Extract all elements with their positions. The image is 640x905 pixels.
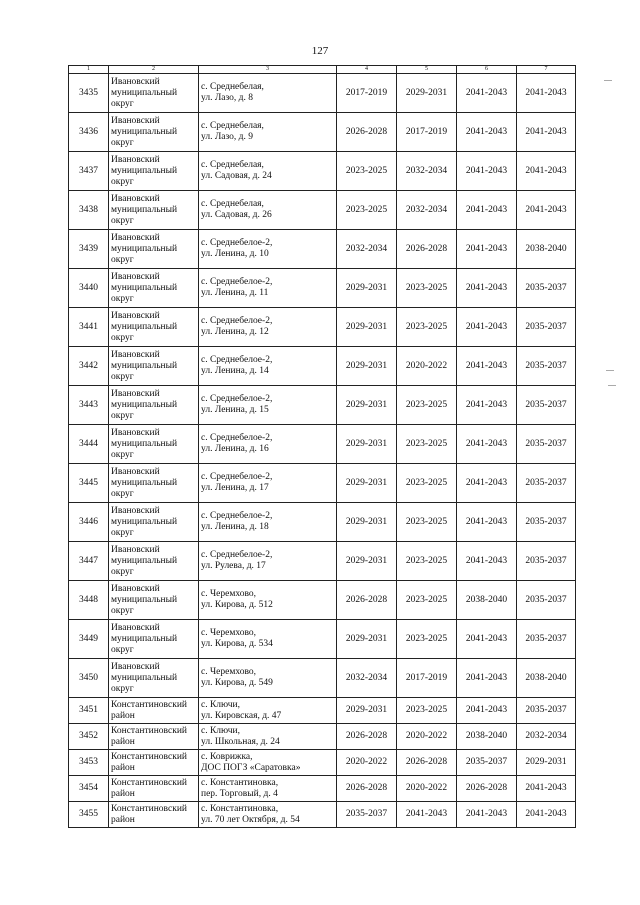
table-row <box>69 308 576 347</box>
municipality-cell: Константиновский район <box>109 698 199 724</box>
period-col7-cell: 2041-2043 <box>517 776 576 802</box>
period-col7-cell: 2035-2037 <box>517 581 576 620</box>
period-col6-cell: 2041-2043 <box>457 542 517 581</box>
period-col5-cell: 2017-2019 <box>397 113 457 152</box>
table-row <box>69 464 576 503</box>
period-col4-cell: 2026-2028 <box>337 113 397 152</box>
column-number: 1 <box>69 66 109 74</box>
address-cell: с. Среднебелое-2, ул. Ленина, д. 15 <box>199 386 337 425</box>
period-col7-cell: 2041-2043 <box>517 191 576 230</box>
address-cell: с. Черемхово, ул. Кирова, д. 512 <box>199 581 337 620</box>
address-cell: с. Среднебелая, ул. Лазо, д. 8 <box>199 74 337 113</box>
period-col5-cell: 2023-2025 <box>397 308 457 347</box>
period-col4-cell: 2029-2031 <box>337 425 397 464</box>
row-number: 3442 <box>69 347 109 386</box>
address-cell: с. Ключи, ул. Кировская, д. 47 <box>199 698 337 724</box>
period-col6-cell: 2026-2028 <box>457 776 517 802</box>
table-row <box>69 347 576 386</box>
period-col4-cell: 2029-2031 <box>337 698 397 724</box>
municipality-cell: Ивановский муниципальный округ <box>109 74 199 113</box>
table-row <box>69 750 576 776</box>
municipality-cell: Константиновский район <box>109 802 199 828</box>
period-col4-cell: 2026-2028 <box>337 724 397 750</box>
page-number: 127 <box>311 45 329 57</box>
period-col4-cell: 2020-2022 <box>337 750 397 776</box>
row-number: 3452 <box>69 724 109 750</box>
row-number: 3439 <box>69 230 109 269</box>
period-col6-cell: 2041-2043 <box>457 659 517 698</box>
address-cell: с. Среднебелое-2, ул. Ленина, д. 10 <box>199 230 337 269</box>
row-number: 3446 <box>69 503 109 542</box>
municipality-cell: Ивановский муниципальный округ <box>109 659 199 698</box>
row-number: 3453 <box>69 750 109 776</box>
row-number: 3437 <box>69 152 109 191</box>
table-row <box>69 113 576 152</box>
municipality-cell: Ивановский муниципальный округ <box>109 425 199 464</box>
period-col5-cell: 2023-2025 <box>397 698 457 724</box>
municipality-cell: Ивановский муниципальный округ <box>109 464 199 503</box>
table-row <box>69 503 576 542</box>
period-col7-cell: 2041-2043 <box>517 802 576 828</box>
municipality-cell: Ивановский муниципальный округ <box>109 503 199 542</box>
address-cell: с. Среднебелое-2, ул. Ленина, д. 12 <box>199 308 337 347</box>
period-col4-cell: 2029-2031 <box>337 308 397 347</box>
period-col4-cell: 2029-2031 <box>337 347 397 386</box>
period-col7-cell: 2035-2037 <box>517 269 576 308</box>
municipality-cell: Ивановский муниципальный округ <box>109 113 199 152</box>
municipality-cell: Ивановский муниципальный округ <box>109 191 199 230</box>
municipality-cell: Ивановский муниципальный округ <box>109 386 199 425</box>
address-cell: с. Константиновка, пер. Торговый, д. 4 <box>199 776 337 802</box>
column-number: 2 <box>109 66 199 74</box>
municipality-cell: Ивановский муниципальный округ <box>109 581 199 620</box>
period-col7-cell: 2041-2043 <box>517 152 576 191</box>
period-col4-cell: 2023-2025 <box>337 191 397 230</box>
period-col6-cell: 2038-2040 <box>457 581 517 620</box>
period-col4-cell: 2029-2031 <box>337 503 397 542</box>
period-col7-cell: 2038-2040 <box>517 230 576 269</box>
row-number: 3443 <box>69 386 109 425</box>
period-col4-cell: 2017-2019 <box>337 74 397 113</box>
period-col7-cell: 2035-2037 <box>517 503 576 542</box>
period-col6-cell: 2038-2040 <box>457 724 517 750</box>
column-number: 7 <box>517 66 576 74</box>
period-col5-cell: 2023-2025 <box>397 425 457 464</box>
row-number: 3447 <box>69 542 109 581</box>
period-col7-cell: 2032-2034 <box>517 724 576 750</box>
period-col5-cell: 2020-2022 <box>397 776 457 802</box>
period-col5-cell: 2020-2022 <box>397 724 457 750</box>
period-col4-cell: 2029-2031 <box>337 269 397 308</box>
row-number: 3440 <box>69 269 109 308</box>
period-col5-cell: 2029-2031 <box>397 74 457 113</box>
municipality-cell: Константиновский район <box>109 724 199 750</box>
table-body <box>69 66 576 828</box>
table-row <box>69 230 576 269</box>
row-number: 3449 <box>69 620 109 659</box>
period-col5-cell: 2023-2025 <box>397 581 457 620</box>
municipality-cell: Ивановский муниципальный округ <box>109 269 199 308</box>
period-col5-cell: 2026-2028 <box>397 750 457 776</box>
address-cell: с. Среднебелое-2, ул. Ленина, д. 17 <box>199 464 337 503</box>
municipality-cell: Ивановский муниципальный округ <box>109 308 199 347</box>
row-number: 3444 <box>69 425 109 464</box>
period-col7-cell: 2035-2037 <box>517 425 576 464</box>
period-col5-cell: 2041-2043 <box>397 802 457 828</box>
row-number: 3435 <box>69 74 109 113</box>
row-number: 3454 <box>69 776 109 802</box>
period-col7-cell: 2041-2043 <box>517 74 576 113</box>
period-col6-cell: 2041-2043 <box>457 386 517 425</box>
row-number: 3438 <box>69 191 109 230</box>
address-cell: с. Коврижка, ДОС ПОГЗ «Саратовка» <box>199 750 337 776</box>
table-row <box>69 425 576 464</box>
period-col7-cell: 2041-2043 <box>517 113 576 152</box>
period-col6-cell: 2041-2043 <box>457 802 517 828</box>
period-col4-cell: 2026-2028 <box>337 776 397 802</box>
municipality-cell: Константиновский район <box>109 776 199 802</box>
period-col6-cell: 2041-2043 <box>457 347 517 386</box>
period-col4-cell: 2035-2037 <box>337 802 397 828</box>
address-cell: с. Среднебелая, ул. Садовая, д. 24 <box>199 152 337 191</box>
table-row <box>69 620 576 659</box>
address-cell: с. Константиновка, ул. 70 лет Октября, д. 54 <box>199 802 337 828</box>
period-col6-cell: 2041-2043 <box>457 191 517 230</box>
address-cell: с. Черемхово, ул. Кирова, д. 534 <box>199 620 337 659</box>
period-col7-cell: 2029-2031 <box>517 750 576 776</box>
period-col6-cell: 2041-2043 <box>457 269 517 308</box>
period-col6-cell: 2041-2043 <box>457 230 517 269</box>
table-row <box>69 776 576 802</box>
period-col7-cell: 2035-2037 <box>517 542 576 581</box>
municipality-cell: Ивановский муниципальный округ <box>109 542 199 581</box>
scan-mark <box>608 385 616 386</box>
row-number: 3455 <box>69 802 109 828</box>
address-cell: с. Черемхово, ул. Кирова, д. 549 <box>199 659 337 698</box>
period-col5-cell: 2023-2025 <box>397 503 457 542</box>
period-col6-cell: 2035-2037 <box>457 750 517 776</box>
period-col4-cell: 2032-2034 <box>337 230 397 269</box>
column-number: 4 <box>337 66 397 74</box>
municipality-cell: Ивановский муниципальный округ <box>109 230 199 269</box>
period-col5-cell: 2023-2025 <box>397 464 457 503</box>
table-row <box>69 269 576 308</box>
period-col5-cell: 2023-2025 <box>397 620 457 659</box>
address-cell: с. Среднебелая, ул. Лазо, д. 9 <box>199 113 337 152</box>
address-cell: с. Ключи, ул. Школьная, д. 24 <box>199 724 337 750</box>
period-col4-cell: 2029-2031 <box>337 386 397 425</box>
table-row <box>69 152 576 191</box>
period-col5-cell: 2017-2019 <box>397 659 457 698</box>
period-col4-cell: 2029-2031 <box>337 464 397 503</box>
period-col5-cell: 2032-2034 <box>397 152 457 191</box>
table-row <box>69 581 576 620</box>
period-col6-cell: 2041-2043 <box>457 620 517 659</box>
period-col7-cell: 2035-2037 <box>517 698 576 724</box>
table-row <box>69 698 576 724</box>
municipality-cell: Ивановский муниципальный округ <box>109 347 199 386</box>
period-col6-cell: 2041-2043 <box>457 698 517 724</box>
period-col7-cell: 2035-2037 <box>517 464 576 503</box>
row-number: 3450 <box>69 659 109 698</box>
period-col5-cell: 2026-2028 <box>397 230 457 269</box>
period-col6-cell: 2041-2043 <box>457 464 517 503</box>
period-col5-cell: 2023-2025 <box>397 269 457 308</box>
period-col4-cell: 2029-2031 <box>337 620 397 659</box>
register-table <box>68 65 576 828</box>
address-cell: с. Среднебелое-2, ул. Ленина, д. 14 <box>199 347 337 386</box>
address-cell: с. Среднебелая, ул. Садовая, д. 26 <box>199 191 337 230</box>
table-row <box>69 542 576 581</box>
table-row <box>69 74 576 113</box>
table-row <box>69 724 576 750</box>
row-number: 3451 <box>69 698 109 724</box>
row-number: 3448 <box>69 581 109 620</box>
municipality-cell: Ивановский муниципальный округ <box>109 620 199 659</box>
column-number: 6 <box>457 66 517 74</box>
address-cell: с. Среднебелое-2, ул. Ленина, д. 18 <box>199 503 337 542</box>
address-cell: с. Среднебелое-2, ул. Ленина, д. 16 <box>199 425 337 464</box>
table-row <box>69 802 576 828</box>
period-col5-cell: 2023-2025 <box>397 542 457 581</box>
table-row <box>69 659 576 698</box>
period-col6-cell: 2041-2043 <box>457 113 517 152</box>
scan-mark <box>604 80 612 81</box>
period-col6-cell: 2041-2043 <box>457 503 517 542</box>
period-col4-cell: 2026-2028 <box>337 581 397 620</box>
column-number: 3 <box>199 66 337 74</box>
period-col4-cell: 2032-2034 <box>337 659 397 698</box>
table-row <box>69 191 576 230</box>
period-col4-cell: 2023-2025 <box>337 152 397 191</box>
scan-mark <box>606 370 614 371</box>
period-col5-cell: 2023-2025 <box>397 386 457 425</box>
table-row <box>69 386 576 425</box>
period-col5-cell: 2020-2022 <box>397 347 457 386</box>
period-col5-cell: 2032-2034 <box>397 191 457 230</box>
period-col4-cell: 2029-2031 <box>337 542 397 581</box>
period-col7-cell: 2035-2037 <box>517 386 576 425</box>
municipality-cell: Константиновский район <box>109 750 199 776</box>
period-col7-cell: 2035-2037 <box>517 347 576 386</box>
period-col6-cell: 2041-2043 <box>457 152 517 191</box>
address-cell: с. Среднебелое-2, ул. Ленина, д. 11 <box>199 269 337 308</box>
period-col6-cell: 2041-2043 <box>457 74 517 113</box>
row-number: 3445 <box>69 464 109 503</box>
column-number: 5 <box>397 66 457 74</box>
row-number: 3436 <box>69 113 109 152</box>
period-col7-cell: 2035-2037 <box>517 308 576 347</box>
address-cell: с. Среднебелое-2, ул. Рулева, д. 17 <box>199 542 337 581</box>
period-col6-cell: 2041-2043 <box>457 308 517 347</box>
municipality-cell: Ивановский муниципальный округ <box>109 152 199 191</box>
period-col6-cell: 2041-2043 <box>457 425 517 464</box>
period-col7-cell: 2038-2040 <box>517 659 576 698</box>
column-number-row <box>69 66 576 74</box>
period-col7-cell: 2035-2037 <box>517 620 576 659</box>
row-number: 3441 <box>69 308 109 347</box>
